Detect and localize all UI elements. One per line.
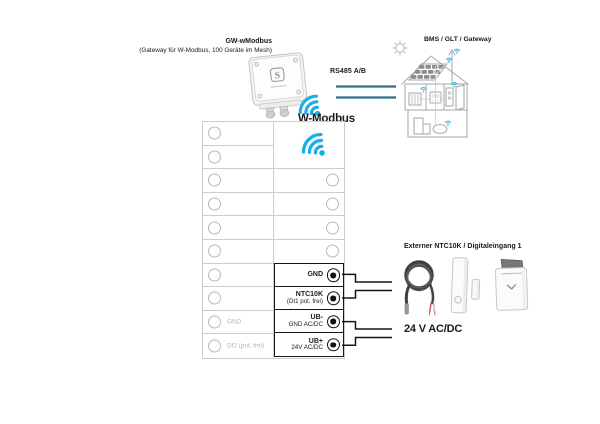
left-label-gnd: GND	[227, 318, 242, 326]
antenna	[449, 50, 455, 82]
cable-glands	[265, 106, 289, 118]
terminal-sub: 24V AC/DC	[291, 344, 323, 352]
terminal-ub-minus	[274, 309, 344, 334]
left-label-di2: DI2 (pot. frei)	[227, 342, 265, 350]
terminal-gnd	[274, 263, 344, 288]
wire-ntc10k	[342, 291, 392, 299]
connector-icon	[327, 292, 341, 306]
terminal-pin	[208, 245, 221, 258]
terminal-pin	[208, 316, 221, 329]
terminal-pin	[208, 150, 221, 163]
terminal-name: NTC10K	[295, 291, 323, 299]
gateway-subtitle: (Gateway für W-Modbus, 100 Geräte im Mesh)	[139, 46, 272, 54]
terminal-pin	[208, 268, 221, 281]
door-contact-image	[448, 256, 486, 317]
door	[456, 85, 464, 110]
terminal-ntc10k	[274, 286, 344, 311]
rs485-label: RS485 A/B	[330, 68, 367, 75]
terminal-cell	[203, 146, 274, 170]
terminal-pin	[208, 127, 221, 140]
terminal-pin	[326, 174, 339, 187]
wmodbus-label: W-Modbus	[298, 113, 355, 125]
terminal-cell	[203, 122, 274, 146]
terminal-cell	[203, 264, 274, 288]
solar-cells	[411, 65, 444, 79]
wire-ub-minus	[342, 322, 392, 329]
terminal-cell	[203, 169, 274, 193]
bms-label: BMS / GLT / Gateway	[424, 36, 492, 43]
terminal-cell	[274, 240, 344, 264]
wifi-icon-table	[292, 123, 337, 168]
wire-ub-plus	[342, 338, 392, 346]
terminal-cell	[203, 193, 274, 217]
terminal-cell	[203, 216, 274, 240]
ntc-probe-image	[400, 255, 438, 317]
terminal-ub-plus	[274, 332, 344, 357]
terminal-name: UB-	[310, 314, 323, 322]
terminal-wires	[342, 274, 392, 345]
terminal-name: UB+	[308, 337, 323, 345]
terminal-pin	[208, 221, 221, 234]
keycard-switch-image	[491, 258, 533, 313]
terminal-name: GND	[307, 271, 323, 279]
terminal-pin	[326, 198, 339, 211]
terminal-pin	[326, 245, 339, 258]
connector-icon	[327, 268, 341, 282]
terminal-cell	[274, 216, 344, 240]
terminal-sub: (DI1 pot. frei)	[286, 297, 323, 305]
terminal-cell-gnd-left	[203, 311, 274, 335]
external-input-label: Externer NTC10K / Digitaleingang 1	[404, 243, 522, 250]
terminal-cell	[274, 193, 344, 217]
boiler	[414, 118, 423, 134]
connector-icon	[327, 315, 341, 329]
terminal-cell	[203, 287, 274, 311]
gateway-title: GW-wModbus	[225, 38, 272, 45]
wifi-cell	[274, 122, 344, 169]
terminal-pin	[208, 198, 221, 211]
building-illustration	[399, 48, 473, 142]
wire-gnd	[342, 274, 392, 282]
terminal-cell	[203, 240, 274, 264]
terminal-pin	[208, 340, 221, 353]
terminal-cell	[274, 169, 344, 193]
terminal-pin	[326, 221, 339, 234]
terminal-cell-di2-left	[203, 334, 274, 358]
terminal-pin	[208, 292, 221, 305]
power-label: 24 V AC/DC	[404, 323, 463, 335]
active-terminals	[274, 263, 344, 357]
connector-icon	[327, 338, 341, 352]
s-logo-letter: S	[274, 70, 281, 82]
terminal-table	[202, 121, 345, 359]
rs485-lines	[336, 87, 396, 98]
terminal-pin	[208, 174, 221, 187]
terminal-sub: GND AC/DC	[288, 321, 323, 329]
